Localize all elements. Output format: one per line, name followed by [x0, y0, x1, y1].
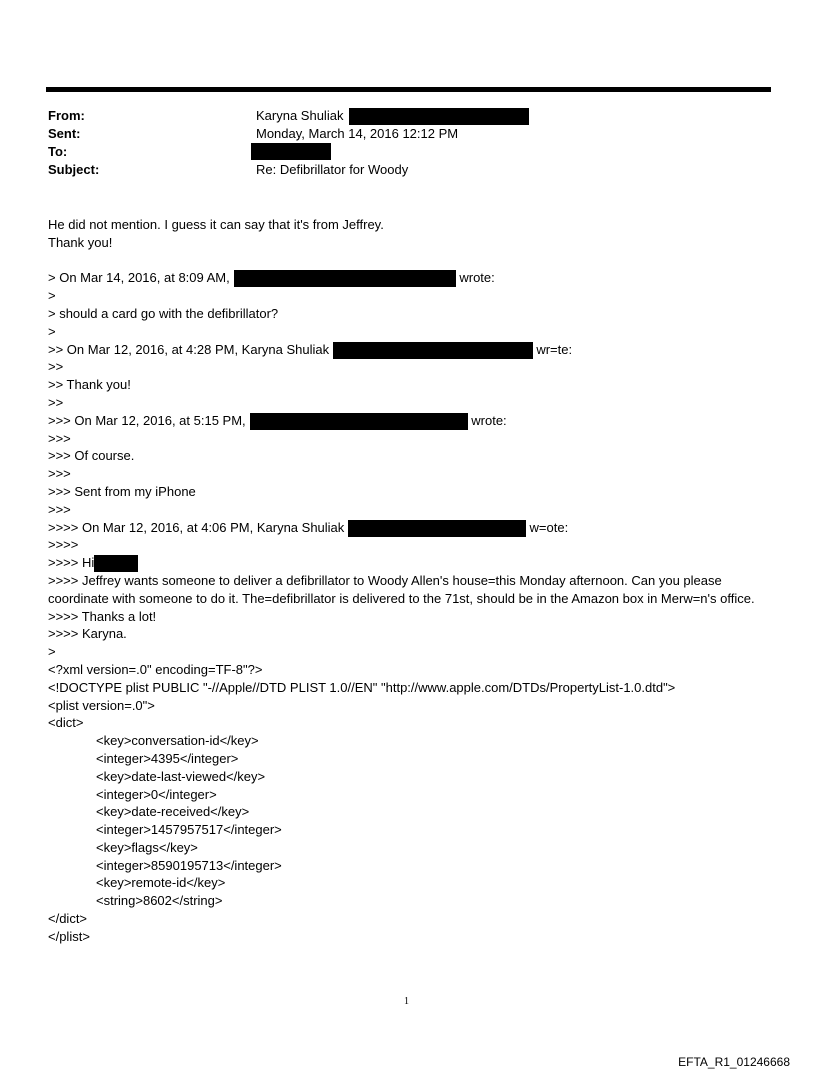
quote-text: > On Mar 14, 2016, at 8:09 AM,: [48, 270, 230, 286]
xml-line: <integer>1457957517</integer>: [96, 822, 282, 838]
redaction-box: [94, 555, 138, 572]
subject-value: Re: Defibrillator for Woody: [256, 162, 409, 177]
xml-line: </dict>: [48, 911, 88, 927]
quote-line: >>: [48, 394, 64, 410]
xml-line: <integer>0</integer>: [96, 786, 217, 802]
to-label: To:: [48, 144, 68, 159]
redaction-box: [349, 108, 529, 125]
quote-text: >> On Mar 12, 2016, at 4:28 PM, Karyna Shuliak: [48, 341, 333, 357]
quote-line: >: [48, 644, 56, 660]
xml-line: <key>date-received</key>: [96, 804, 250, 820]
xml-line: <string>8602</string>: [96, 893, 223, 909]
header-rule: [46, 87, 771, 92]
xml-line: <integer>4395</integer>: [96, 750, 239, 766]
body-line: He did not mention. I guess it can say that it's from Jeffrey.: [48, 217, 384, 232]
redaction-box: [250, 413, 468, 430]
quote-line: [48, 519, 768, 537]
quote-line: > should a card go with the defibrillator?: [48, 305, 279, 321]
body-line: Thank you!: [48, 234, 113, 250]
quote-line: >>>: [48, 466, 71, 482]
quote-text: >>>> On Mar 12, 2016, at 4:06 PM, Karyna Shuliak: [48, 519, 348, 535]
quote-line: [48, 554, 768, 572]
xml-line: </plist>: [48, 928, 90, 944]
quote-text: >>> On Mar 12, 2016, at 5:15 PM,: [48, 412, 246, 428]
xml-line: <integer>8590195713</integer>: [96, 857, 282, 873]
from-label: From:: [48, 108, 85, 123]
page-number: 1: [404, 996, 409, 1007]
quote-text: w=ote:: [525, 519, 569, 535]
quote-line: >>>>: [48, 537, 79, 553]
quote-line: >>>> Thanks a lot!: [48, 608, 157, 624]
subject-label: Subject:: [48, 162, 100, 177]
quote-line: >>>: [48, 430, 71, 446]
quote-line: >>>: [48, 501, 71, 517]
quote-line: >: [48, 288, 56, 304]
quote-line: >>> Of course.: [48, 448, 135, 464]
sent-label: Sent:: [48, 126, 81, 141]
quote-paragraph: >>>> Jeffrey wants someone to deliver a defibrillator to Woody Allen's house=this Monday afternoon. Can you please coordinate with someone to do it. The=defibrillator is delivered to the 71st, should be in the Amazon box in Merw=n's office.: [48, 572, 755, 606]
from-name: Karyna Shuliak: [256, 108, 344, 123]
sent-value: Monday, March 14, 2016 12:12 PM: [256, 126, 459, 141]
xml-line: <plist version=.0">: [48, 697, 155, 713]
redaction-box: [348, 520, 526, 537]
quote-line: >>> Sent from my iPhone: [48, 483, 196, 499]
quote-line: [48, 269, 768, 287]
to-value: [256, 143, 331, 160]
xml-line: <key>flags</key>: [96, 839, 198, 855]
redaction-box: [234, 270, 456, 287]
redaction-box: [251, 143, 331, 160]
xml-line: <dict>: [48, 715, 84, 731]
quote-line: [48, 412, 768, 430]
xml-line: <key>remote-id</key>: [96, 875, 226, 891]
redaction-box: [333, 342, 533, 359]
quote-line: >: [48, 323, 56, 339]
xml-line: <key>conversation-id</key>: [96, 733, 259, 749]
blank-line: [48, 252, 768, 270]
xml-line: <?xml version=.0" encoding=TF-8"?>: [48, 661, 263, 677]
xml-line: <key>date-last-viewed</key>: [96, 768, 266, 784]
quote-line: >>>> Karyna.: [48, 626, 127, 642]
quote-text: >>>> Hi: [48, 555, 95, 571]
xml-line: <!DOCTYPE plist PUBLIC "-//Apple//DTD PLIST 1.0//EN" "http://www.apple.com/DTDs/PropertyList-1.0.dtd">: [48, 679, 676, 695]
document-id: EFTA_R1_01246668: [678, 1055, 790, 1069]
quote-line: [48, 341, 768, 359]
message-body: [48, 216, 768, 946]
quote-line: >> Thank you!: [48, 377, 131, 393]
quote-text: wr=te:: [532, 341, 573, 357]
quote-text: wrote:: [467, 412, 507, 428]
quote-text: wrote:: [455, 270, 495, 286]
from-value: [256, 108, 529, 125]
quote-line: >>: [48, 359, 64, 375]
